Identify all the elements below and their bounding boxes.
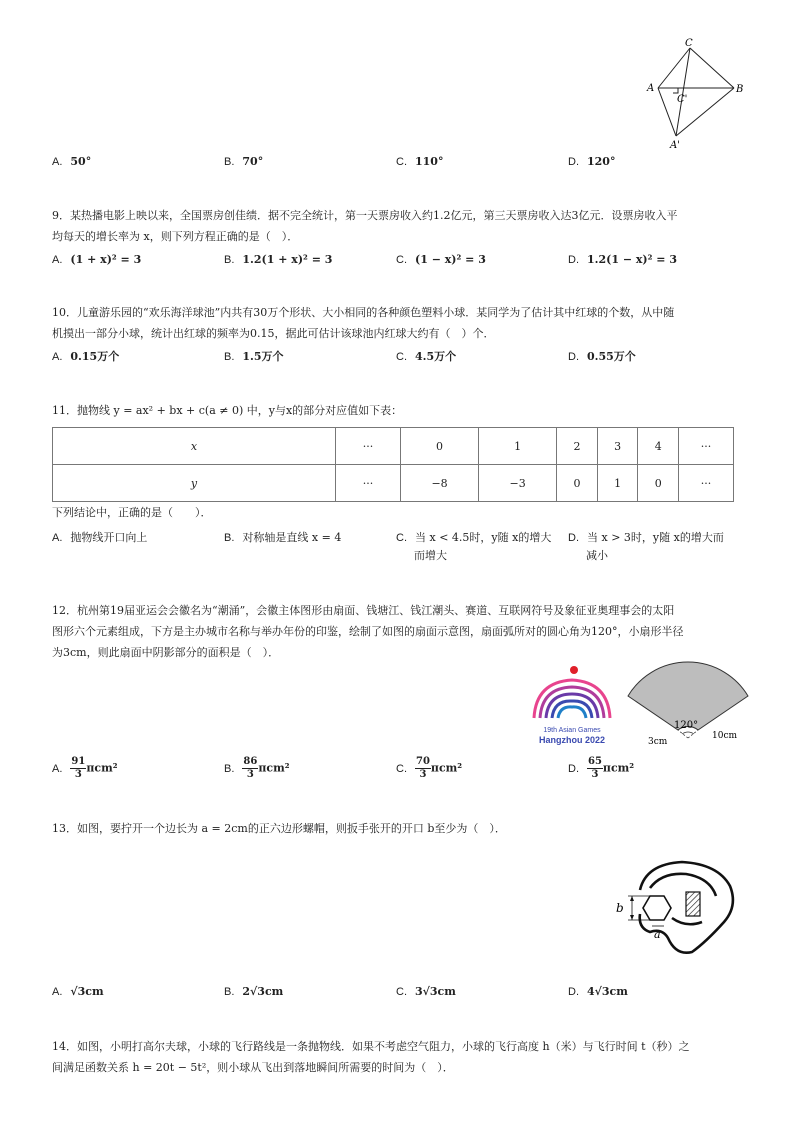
fan-small-radius: 3cm xyxy=(648,737,668,747)
value-table xyxy=(52,427,734,502)
q13-option-c[interactable]: C. 3√3cm xyxy=(396,985,456,998)
kite-label-c: C xyxy=(685,38,693,49)
table-cell: 3 xyxy=(597,428,638,465)
table-cell: −3 xyxy=(479,465,557,502)
kite-figure xyxy=(640,36,750,154)
q12-option-c[interactable]: C. $\frac{70}{3}$ πcm² xyxy=(396,756,463,780)
q11-stem: 11．抛物线 y = ax² + bx + c(a ≠ 0) 中，y与x的部分对应值如下表： xyxy=(52,404,403,417)
kite-label-b: B xyxy=(736,84,744,95)
q11-option-c[interactable]: C. 当 x < 4.5时，y随 x的增大 而增大 xyxy=(396,531,552,562)
asian-games-logo xyxy=(522,660,622,748)
q12-option-d[interactable]: D. $\frac{65}{3}$ πcm² xyxy=(568,756,635,780)
q10-stem: 10．儿童游乐园的“欢乐海洋球池”内共有30万个形状、大小相同的各种颜色塑料小球．某同学为了估计其中红球的个数，从中随 机摸出一部分小球，统计出红球的频率为0.15，据此可估计该球池内红球大约有（ ）个． xyxy=(52,306,675,340)
q9-option-b[interactable]: B. 1.2(1 + x)² = 3 xyxy=(224,253,333,266)
q8-option-c[interactable]: C. 110° xyxy=(396,155,444,168)
table-cell: ··· xyxy=(679,465,734,502)
table-cell: 1 xyxy=(597,465,638,502)
table-row-y xyxy=(53,465,734,502)
q8-option-d[interactable]: D. 120° xyxy=(568,155,616,168)
q12-option-a[interactable]: A. $\frac{91}{3}$ πcm² xyxy=(52,756,118,780)
table-cell: y xyxy=(53,465,336,502)
q13-option-b[interactable]: B. 2√3cm xyxy=(224,985,284,998)
wrench-label-a: a xyxy=(654,928,661,941)
logo-caption-2: Hangzhou 2022 xyxy=(538,735,606,745)
q13-option-a[interactable]: A. √3cm xyxy=(52,985,104,998)
q8-option-a[interactable]: A. 50° xyxy=(52,155,92,168)
logo-caption-1: 19th Asian Games xyxy=(543,727,601,734)
table-cell: ··· xyxy=(336,428,401,465)
q11-option-a[interactable]: A. 抛物线开口向上 xyxy=(52,531,148,544)
table-cell: ··· xyxy=(336,465,401,502)
q10-option-d[interactable]: D. 0.55万个 xyxy=(568,350,636,363)
table-cell: −8 xyxy=(401,465,479,502)
q9-option-a[interactable]: A. (1 + x)² = 3 xyxy=(52,253,142,266)
table-cell: 2 xyxy=(557,428,598,465)
q11-option-b[interactable]: B. 对称轴是直线 x = 4 xyxy=(224,531,342,544)
kite-label-a: A xyxy=(647,83,655,94)
table-row-x xyxy=(53,428,734,465)
q10-option-c[interactable]: C. 4.5万个 xyxy=(396,350,457,363)
q10-option-b[interactable]: B. 1.5万个 xyxy=(224,350,284,363)
table-cell: 1 xyxy=(479,428,557,465)
table-cell: ··· xyxy=(679,428,734,465)
q9-option-c[interactable]: C. (1 − x)² = 3 xyxy=(396,253,486,266)
fan-figure xyxy=(622,660,757,750)
fan-angle-label: 120° xyxy=(674,720,699,731)
q10-option-a[interactable]: A. 0.15万个 xyxy=(52,350,120,363)
table-cell: 0 xyxy=(401,428,479,465)
kite-label-c-prime: C' xyxy=(677,94,688,105)
q12-option-b[interactable]: B. $\frac{86}{3}$ πcm² xyxy=(224,756,290,780)
q14-stem: 14．如图，小明打高尔夫球，小球的飞行路线是一条抛物线．如果不考虑空气阻力，小球的飞行高度 h（米）与飞行时间 t（秒）之 间满足函数关系 h = 20t − 5t²，则小球从飞出到落地瞬间所需要的时间为（ ）． xyxy=(52,1040,690,1074)
q13-stem: 13．如图，要拧开一个边长为 a = 2cm的正六边形螺帽，则扳手张开的开口 b至少为（ ）． xyxy=(52,822,506,835)
q11-after-text: 下列结论中，正确的是（ ）． xyxy=(52,506,212,519)
wrench-figure xyxy=(606,856,744,960)
wrench-label-b: b xyxy=(616,901,624,915)
q9-option-d[interactable]: D. 1.2(1 − x)² = 3 xyxy=(568,253,677,266)
table-cell: 0 xyxy=(557,465,598,502)
q13-option-d[interactable]: D. 4√3cm xyxy=(568,985,628,998)
q9-stem: 9．某热播电影上映以来，全国票房创佳绩．据不完全统计，第一天票房收入约1.2亿元，第三天票房收入达3亿元．设票房收入平 均每天的增长率为 x，则下列方程正确的是（ ）． xyxy=(52,209,678,243)
table-cell: 0 xyxy=(638,465,679,502)
table-cell: 4 xyxy=(638,428,679,465)
q11-option-d[interactable]: D. 当 x > 3时，y随 x的增大而 减小 xyxy=(568,531,724,562)
table-cell: x xyxy=(53,428,336,465)
q8-option-b[interactable]: B. 70° xyxy=(224,155,264,168)
fan-large-radius: 10cm xyxy=(712,731,738,741)
kite-label-a-prime: A' xyxy=(670,140,680,151)
q12-stem: 12．杭州第19届亚运会会徽名为“潮涌”，会徽主体图形由扇面、钱塘江、钱江潮头、赛道、互联网符号及象征亚奥理事会的太阳 图形六个元素组成，下方是主办城市名称与举办年份的印鉴，绘制了如图的扇面示意图，扇面弧所对的圆心角为120°，小扇形半径 为3cm，则此扇面中阴影部分的面积是（ ）． xyxy=(52,604,684,659)
